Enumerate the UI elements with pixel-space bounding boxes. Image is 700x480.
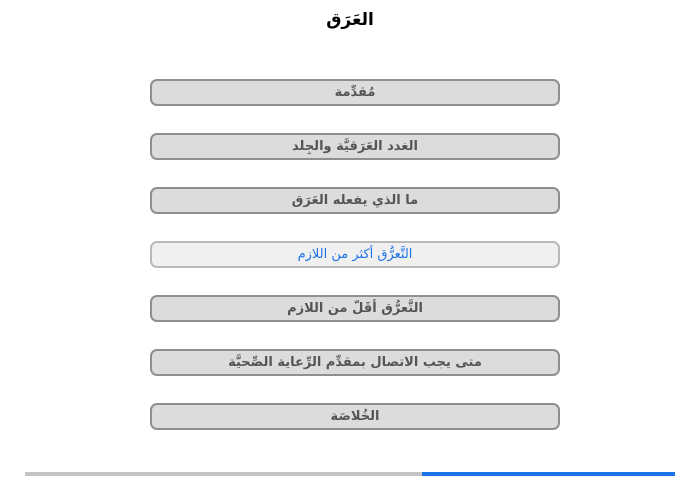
progress-bar bbox=[25, 472, 675, 476]
menu-item-summary[interactable]: الخُلاصَة bbox=[150, 403, 560, 430]
menu-item-what-sweat-does[interactable]: ما الذي يفعله العَرَق bbox=[150, 187, 560, 214]
menu-item-sweat-glands-and-skin[interactable]: الغدد العَرَقيَّة والجِلد bbox=[150, 133, 560, 160]
progress-bar-fill bbox=[422, 472, 676, 476]
menu-item-when-to-call-provider[interactable]: متى يجب الاتصال بمقدِّم الرِّعاية الصِّحيَّة bbox=[150, 349, 560, 376]
menu-item-sweating-too-little[interactable]: التَّعرُّق أقَلّ من اللازم bbox=[150, 295, 560, 322]
chapter-menu bbox=[150, 79, 560, 457]
page-title: العَرَق bbox=[326, 10, 374, 30]
menu-item-sweating-too-much[interactable]: التَّعرُّق أكثر من اللازم bbox=[150, 241, 560, 268]
menu-item-introduction[interactable]: مُقدِّمة bbox=[150, 79, 560, 106]
